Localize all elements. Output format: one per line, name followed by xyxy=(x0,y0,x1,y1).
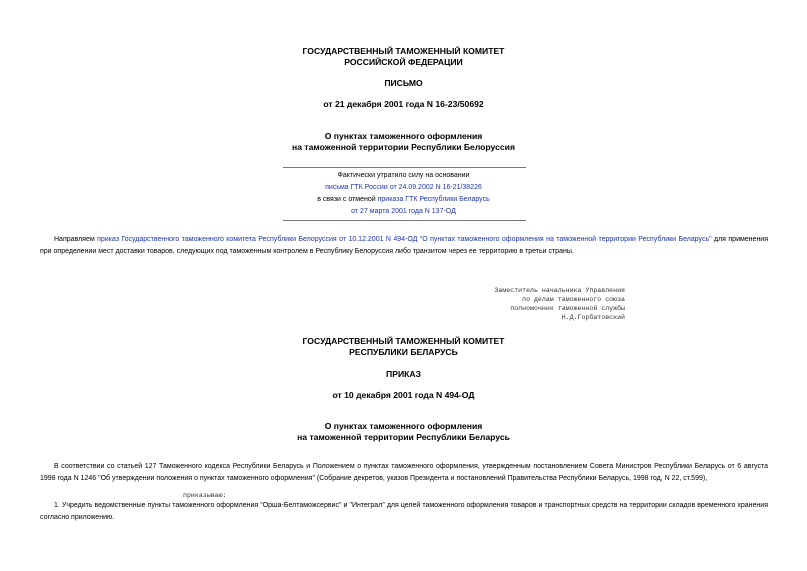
status-note-line2 xyxy=(0,182,807,195)
order-issuer-line1: ГОСУДАРСТВЕННЫЙ ТАМОЖЕННЫЙ КОМИТЕТ xyxy=(302,336,505,346)
status-note-line3 xyxy=(0,194,807,207)
letter-body-paragraph xyxy=(40,234,768,258)
signature-line1: Заместитель начальника Управления xyxy=(494,287,625,294)
status-note-link-letter[interactable]: письма ГТК России от 24.09.2002 N 16-21/38226 xyxy=(325,184,482,191)
order-item-1-text: 1. Учредить ведомственные пункты таможенного оформления "Орша-Белтаможсервис" и "Интеграл" для целей таможенного оформления товаров и транспортных средств на территории складов временного хранения согласно приложению. xyxy=(40,502,768,521)
status-note-top-rule xyxy=(283,167,526,168)
letter-title-line2: на таможенной территории Республики Белоруссия xyxy=(292,142,515,152)
status-note-bottom-rule xyxy=(283,220,526,221)
order-word: приказываю: xyxy=(183,492,227,499)
order-date-number: от 10 декабря 2001 года N 494-ОД xyxy=(332,390,475,400)
order-issuer-line2: РЕСПУБЛИКИ БЕЛАРУСЬ xyxy=(349,347,458,357)
letter-issuer-line2: РОССИЙСКОЙ ФЕДЕРАЦИИ xyxy=(344,57,463,67)
signature-line2: по делам таможенного союза xyxy=(522,296,625,303)
order-item-1 xyxy=(40,500,768,524)
order-doc-type: ПРИКАЗ xyxy=(386,369,421,379)
order-title-line2: на таможенной территории Республики Беларусь xyxy=(297,432,510,442)
order-preamble-text: В соответствии со статьей 127 Таможенного кодекса Республики Беларусь и Положением о пунктах таможенного оформления, утвержденным постановлением Совета Министров Республики Беларусь от 6 августа 1998 года N 1246 "Об утверждении положения о пунктах таможенного оформления" (Собрание декретов, указов Президента и постановлений Правительства Республики Беларусь, 1998 год, N 22, ст.599), xyxy=(40,463,768,482)
status-note-link-order-date[interactable]: от 27 марта 2001 года N 137-ОД xyxy=(351,208,456,215)
status-note-line1: Фактически утратило силу на основании xyxy=(337,172,470,179)
letter-title-line1: О пунктах таможенного оформления xyxy=(324,131,483,141)
letter-body-prefix: Направляем xyxy=(54,236,98,243)
letter-doc-type: ПИСЬМО xyxy=(384,78,423,88)
status-note-line3-prefix: в связи с отменой xyxy=(317,196,378,203)
signature-line3: полномочник таможенной службы xyxy=(510,305,625,312)
status-note-line4 xyxy=(0,206,807,219)
letter-issuer-line1: ГОСУДАРСТВЕННЫЙ ТАМОЖЕННЫЙ КОМИТЕТ xyxy=(302,46,505,56)
letter-body-suffix: для применения при определении мест доставки товаров, следующих под таможенным контролем в Республику Белоруссия либо транзитом через ее территорию в третьи страны. xyxy=(40,236,769,255)
status-note-link-order[interactable]: приказа ГТК Республики Беларусь xyxy=(377,196,490,203)
letter-body-order-link[interactable]: приказ Государственного таможенного комитета Республики Белоруссия от 10.12.2001 N 494-ОД "О пунктах таможенного оформления на таможенной территории Республики Беларусь" xyxy=(97,236,712,243)
order-title-line1: О пунктах таможенного оформления xyxy=(324,421,483,431)
signature-line4: Н.Д.Горбатовский xyxy=(561,314,625,321)
letter-date-number: от 21 декабря 2001 года N 16-23/50692 xyxy=(323,99,484,109)
order-preamble xyxy=(40,461,768,485)
